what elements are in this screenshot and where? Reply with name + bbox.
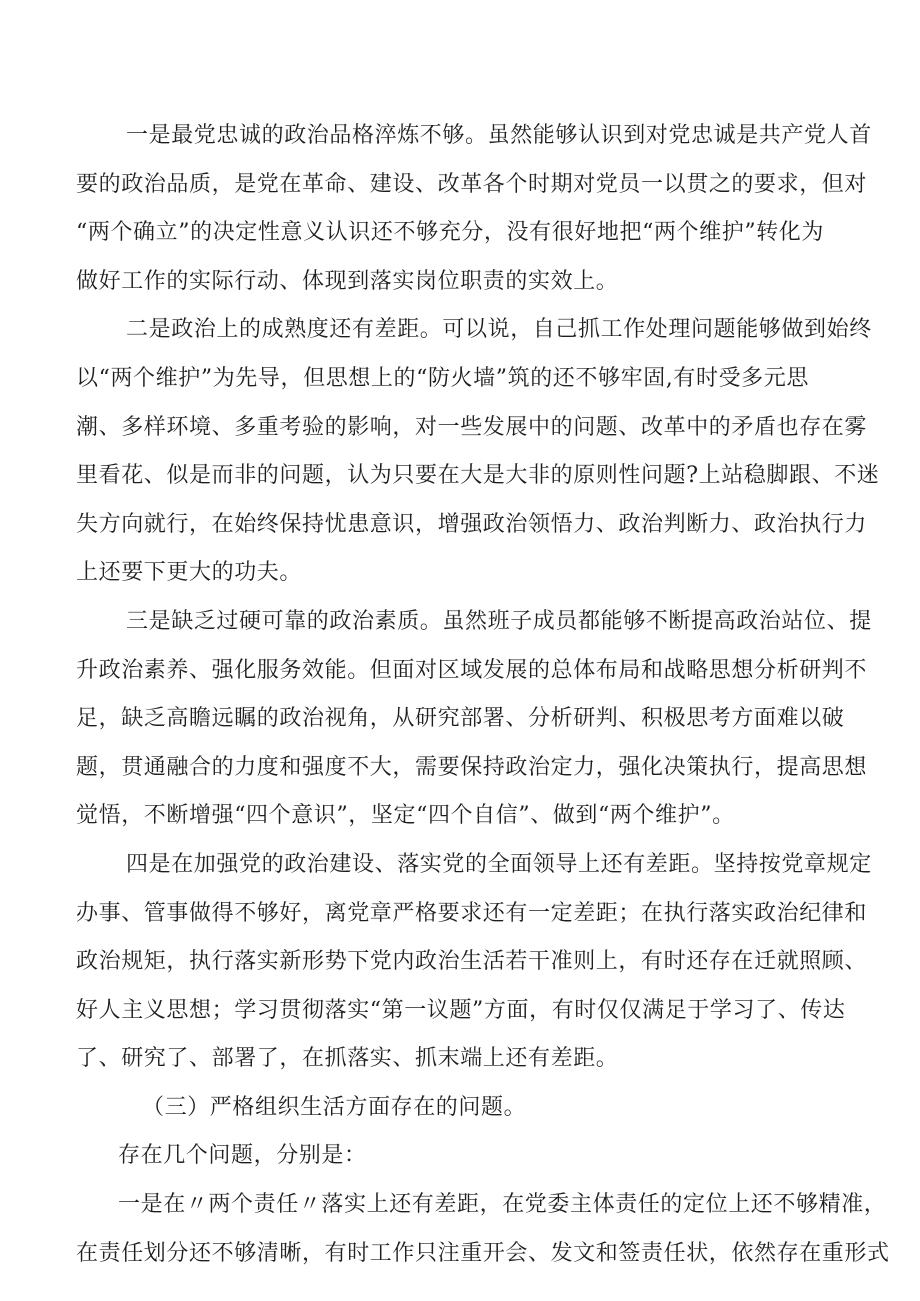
text-line: 办事、管事做得不够好，离党章严格要求还有一定差距；在执行落实政治纪律和 xyxy=(76,900,868,926)
text-line: 以“两个维护”为先导，但思想上的“防火墙”筑的还不够牢固,有时受多元思 xyxy=(76,365,809,391)
text-line: 政治规矩，执行落实新形势下党内政治生活若干准则上，有时还存在迁就照顾、 xyxy=(76,949,868,975)
text-line: 四是在加强党的政治建设、落实党的全面领导上还有差距。坚持按党章规定 xyxy=(126,851,872,877)
document-body xyxy=(76,112,890,1278)
text-line: 一是最党忠诚的政治品格淬炼不够。虽然能够认识到对党忠诚是共产党人首 xyxy=(126,123,872,148)
text-line: 题，贯通融合的力度和强度不大，需要保持政治定力，强化决策执行，提高思想 xyxy=(76,754,868,780)
text-line: 升政治素养、强化服务效能。但面对区域发展的总体布局和战略思想分析研判不 xyxy=(76,657,868,683)
text-line: 存在几个问题，分别是： xyxy=(118,1143,367,1169)
text-line: 上还要下更大的功夫。 xyxy=(76,560,303,586)
section-heading: （三）严格组织生活方面存在的问题。 xyxy=(142,1094,527,1120)
text-line: 一是在〃两个责任〃落实上还有差距，在党委主体责任的定位上还不够精准， xyxy=(118,1192,887,1218)
text-line: “两个确立”的决定性意义认识还不够充分，没有很好地把“两个维护”转化为 xyxy=(76,220,824,246)
text-line: 要的政治品质，是党在革命、建设、改革各个时期对党员一以贯之的要求，但对 xyxy=(76,171,868,197)
text-line: 了、研究了、部署了，在抓落实、抓末端上还有差距。 xyxy=(76,1046,619,1072)
text-line: 做好工作的实际行动、体现到落实岗位职责的实效上。 xyxy=(76,268,619,294)
text-line: 在责任划分还不够清晰，有时工作只注重开会、发文和签责任状，依然存在重形式 xyxy=(76,1240,890,1266)
text-line: 三是缺乏过硬可靠的政治素质。虽然班子成员都能够不断提高政治站位、提 xyxy=(126,608,872,634)
text-line: 觉悟，不断增强“四个意识”，坚定“四个自信”、做到“两个维护”。 xyxy=(76,803,735,829)
text-line: 好人主义思想；学习贯彻落实“第一议题”方面，有时仅仅满足于学习了、传达 xyxy=(76,997,846,1023)
text-line: 二是政治上的成熟度还有差距。可以说，自己抓工作处理问题能够做到始终 xyxy=(126,317,872,343)
text-line: 里看花、似是而非的问题，认为只要在大是大非的原则性问题?上站稳脚跟、不迷 xyxy=(76,463,880,489)
text-line: 失方向就行，在始终保持忧患意识，增强政治领悟力、政治判断力、政治执行力 xyxy=(76,511,868,537)
text-line: 足，缺乏高瞻远瞩的政治视角，从研究部署、分析研判、积极思考方面难以破 xyxy=(76,706,845,732)
text-line: 潮、多样环境、多重考验的影响，对一些发展中的问题、改革中的矛盾也存在雾 xyxy=(76,414,868,440)
